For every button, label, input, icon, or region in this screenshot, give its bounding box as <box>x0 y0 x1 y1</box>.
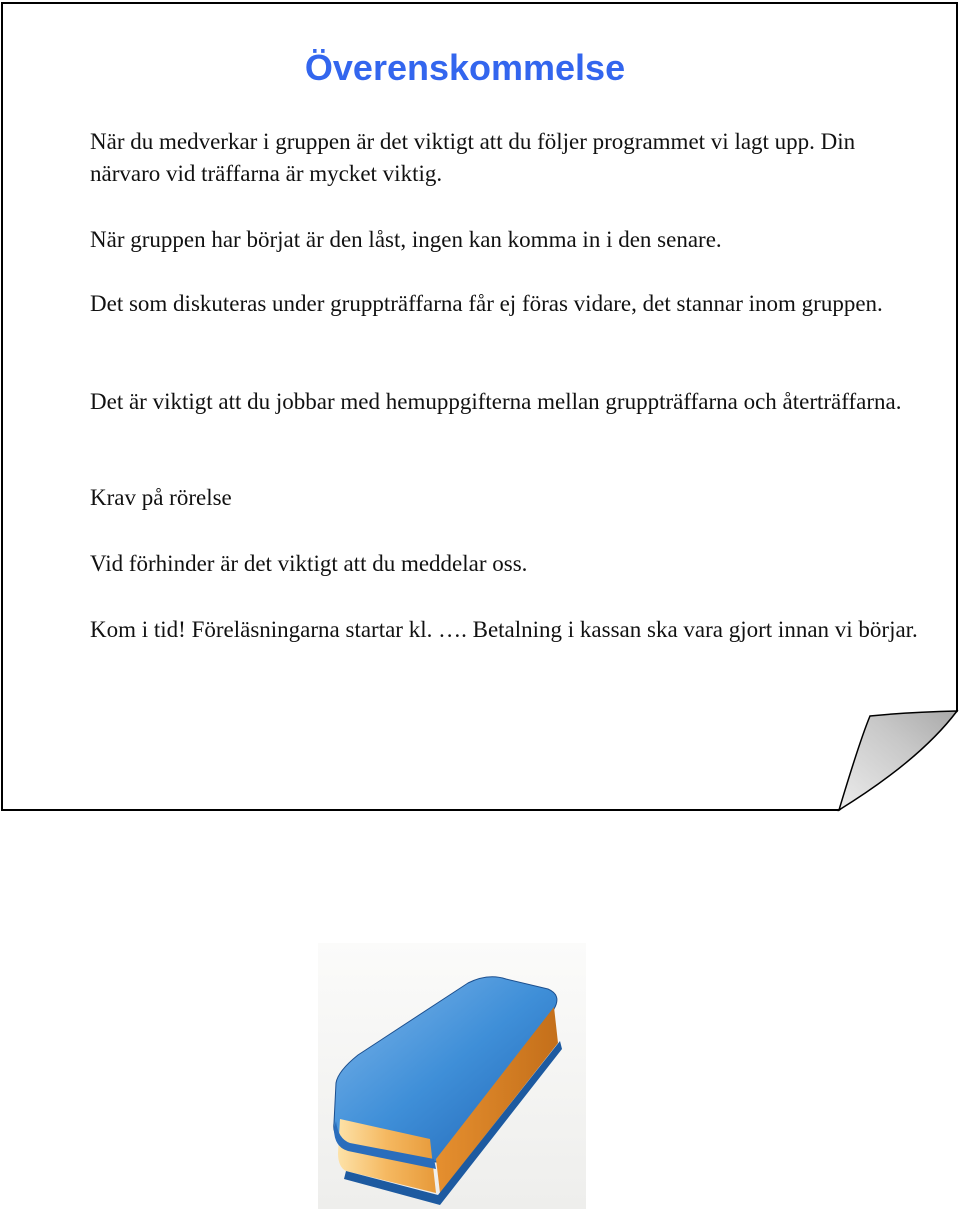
paragraph-locked-group: När gruppen har börjat är den låst, ingen kan komma in i den senare. <box>90 227 722 252</box>
book-icon <box>318 943 586 1209</box>
paragraph-confidentiality: Det som diskuteras under gruppträffarna får ej föras vidare, det stannar inom gruppen. <box>90 291 883 316</box>
paragraph-movement: Krav på rörelse <box>90 485 232 510</box>
page-title: Överenskommelse <box>304 47 626 88</box>
paragraph-on-time: Kom i tid! Föreläsningarna startar kl. …. Betalning i kassan ska vara gjort innan vi börjar. <box>90 617 918 642</box>
paragraph-absence: Vid förhinder är det viktigt att du meddelar oss. <box>90 551 528 576</box>
paragraph-program: När du medverkar i gruppen är det viktigt att du följer programmet vi lagt upp. Din närvaro vid träffarna är mycket viktig. <box>90 129 856 186</box>
paragraph-homework: Det är viktigt att du jobbar med hemuppgifterna mellan gruppträffarna och återträffarna. <box>90 389 902 414</box>
